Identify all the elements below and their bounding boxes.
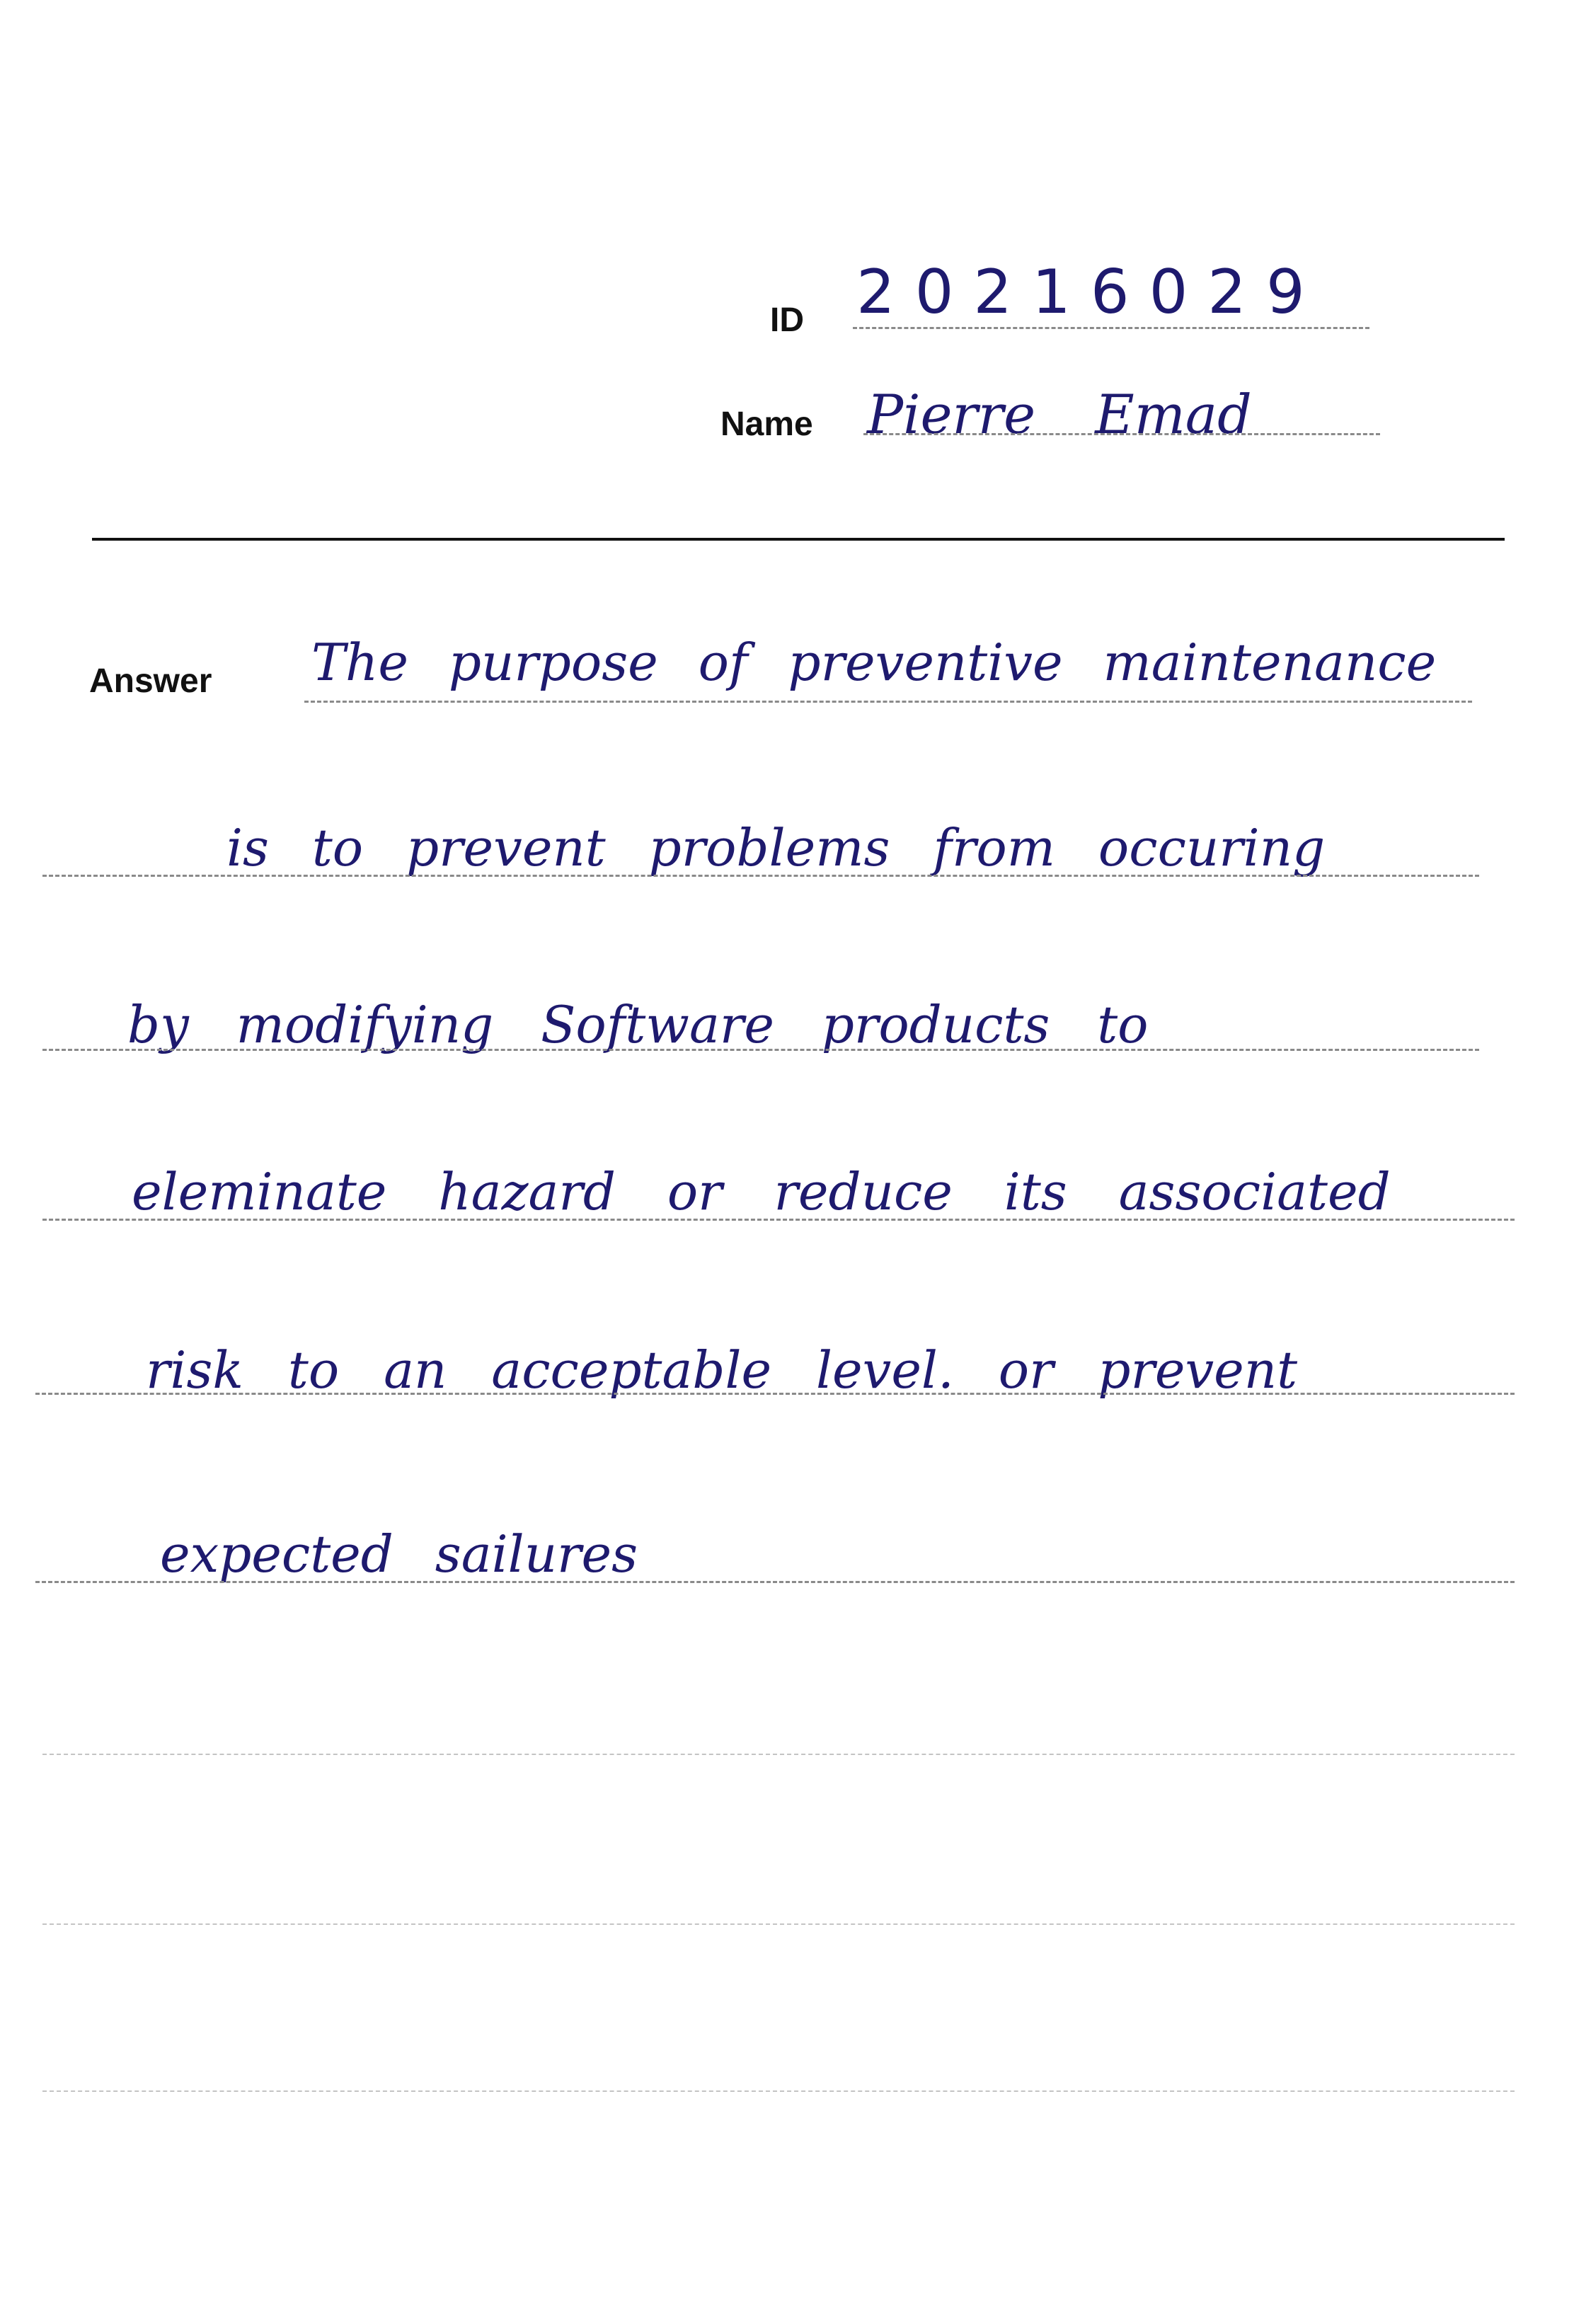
- answer-rule-4: [42, 1219, 1515, 1221]
- answer-rule-2: [42, 875, 1479, 877]
- student-id-value: 20216029: [856, 257, 1325, 328]
- answer-label: Answer: [89, 662, 212, 700]
- answer-rule-6: [35, 1581, 1515, 1583]
- id-label: ID: [770, 301, 804, 339]
- name-underline: [863, 433, 1380, 435]
- answer-rule-7: [42, 1754, 1515, 1755]
- name-label: Name: [720, 405, 813, 443]
- answer-rule-5: [35, 1393, 1515, 1395]
- answer-rule-8: [42, 1923, 1515, 1925]
- answer-rule-1: [304, 701, 1472, 703]
- answer-line-4: eleminate hazard or reduce its associated: [132, 1162, 1391, 1221]
- answer-line-6: expected sailures: [160, 1524, 638, 1584]
- answer-line-1: The purpose of preventive maintenance: [311, 633, 1437, 692]
- answer-rule-9: [42, 2090, 1515, 2092]
- header-divider: [92, 538, 1505, 541]
- answer-line-3: by modifying Software products to: [127, 995, 1149, 1054]
- id-underline: [853, 327, 1369, 329]
- answer-line-2: is to prevent problems from occuring: [226, 818, 1326, 878]
- student-name-value: Pierre Emad: [867, 383, 1252, 446]
- answer-line-5: risk to an acceptable level. or prevent: [146, 1340, 1298, 1400]
- answer-rule-3: [42, 1049, 1479, 1051]
